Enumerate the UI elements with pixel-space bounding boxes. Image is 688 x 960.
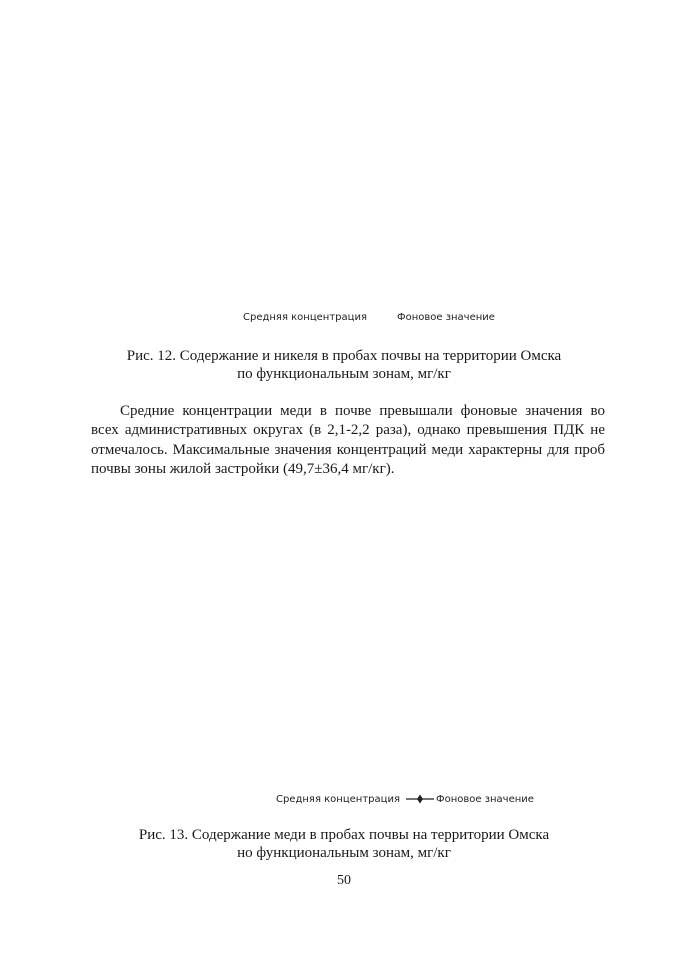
paragraph-line-1: Средние концентрации меди в почве превышали фоновые значения во xyxy=(120,403,605,419)
figure12-legend-background: Фоновое значение xyxy=(396,312,495,323)
paragraph-line-3: отмечалось. Максимальные значения концентраций меди характерны для проб xyxy=(91,441,605,458)
diamond-line-marker-icon xyxy=(406,793,434,805)
body-paragraph xyxy=(91,402,605,480)
figure12-caption-line1: Рис. 12. Содержание и никеля в пробах почвы на территории Омска xyxy=(126,348,562,364)
figure12-legend-mean: Средняя концентрация xyxy=(243,312,367,323)
figure13-caption-line1: Рис. 13. Содержание меди в пробах почвы на территории Омска xyxy=(138,827,550,843)
figure12-caption-line2: по функциональным зонам, мг/кг xyxy=(237,366,451,382)
figure12-legend xyxy=(243,312,495,323)
figure12-caption xyxy=(0,347,688,383)
figure13-legend-background: Фоновое значение xyxy=(435,793,534,805)
figure13-legend xyxy=(276,793,534,805)
page-number: 50 xyxy=(337,873,351,888)
figure13-caption xyxy=(0,826,688,862)
figure13-caption-line2: но функциональным зонам, мг/кг xyxy=(237,845,451,861)
paragraph-line-4: почвы зоны жилой застройки (49,7±36,4 мг/кг). xyxy=(91,461,395,478)
figure13-legend-mean: Средняя концентрация xyxy=(276,793,400,805)
paragraph-line-2: всех административных округах (в 2,1-2,2 раза), однако превышения ПДК не xyxy=(91,422,605,439)
